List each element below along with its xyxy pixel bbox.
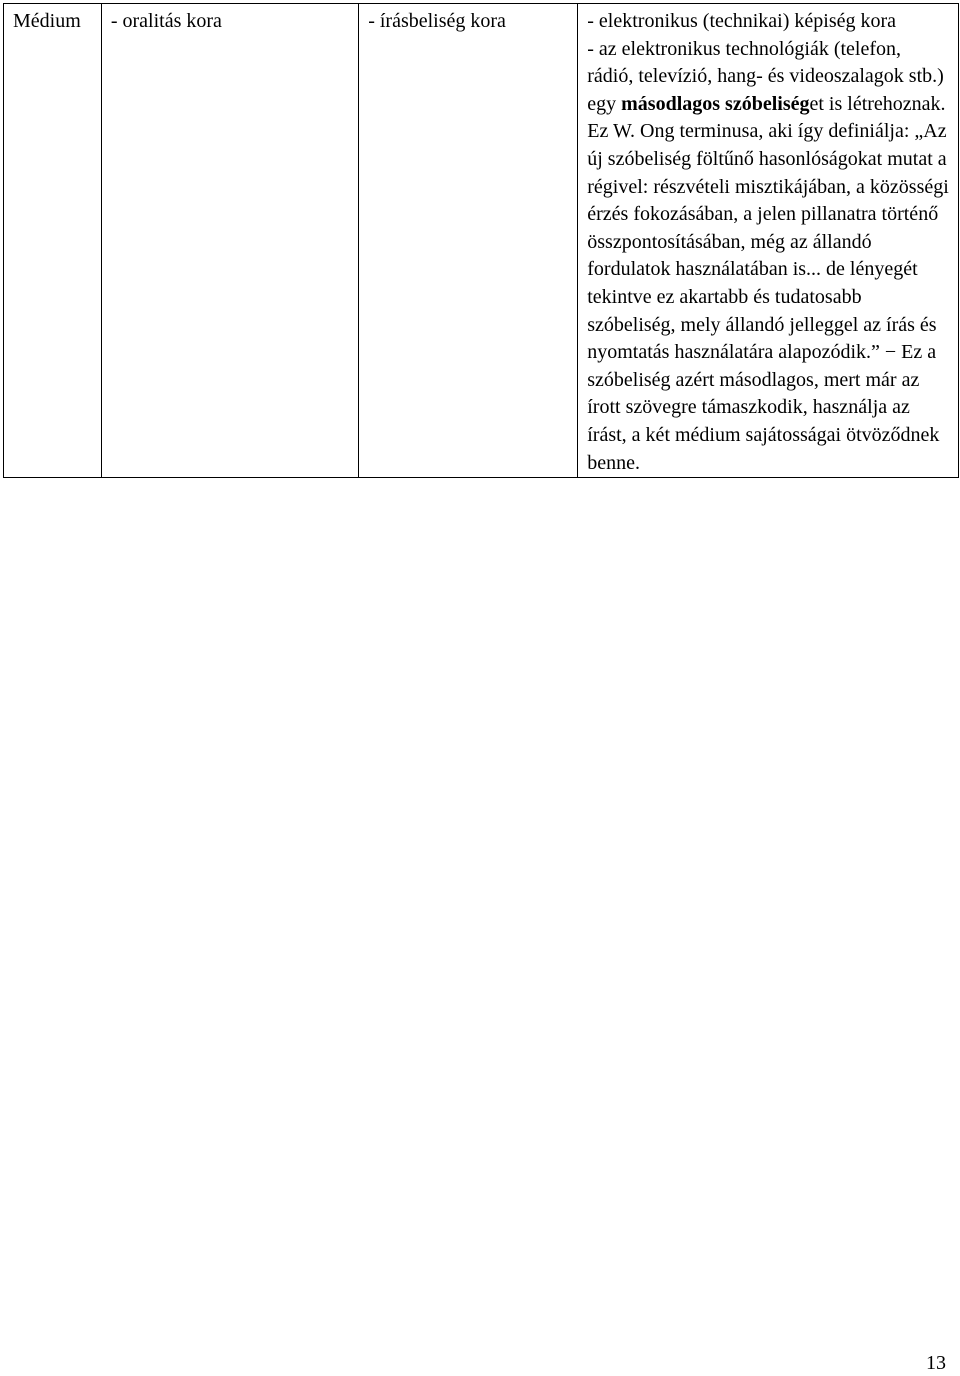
paragraph-post: et is létrehoznak. Ez W. Ong terminusa, aki így definiálja: „Az új szóbeliség föltűnő hasonlóságokat mutat a régivel: részvételi misztikájában, a közösségi érzés fokozásában, a jelen pillanatra történő összpontosításában, még az állandó fordulatok használatában is... de lényegét tekintve ez akartabb és tudatosabb szóbeliség, mely állandó jelleggel az írás és nyomtatás használatára alapozódik.” − Ez a szóbeliség azért másodlagos, mert már az írott szövegre támaszkodik, használja az írást, a két médium sajátosságai ötvöződnek benne.	[587, 92, 949, 474]
orality-text: - oralitás kora	[110, 10, 222, 32]
paragraph-bold-term: másodlagos szóbeliség	[621, 92, 810, 115]
electronic-heading: - elektronikus (technikai) képiség kora	[587, 10, 897, 32]
comparison-table	[3, 3, 959, 478]
electronic-paragraph	[587, 36, 950, 478]
paragraph-pre: - az elektronikus technológiák (telefon, rádió, televízió, hang- és videoszalagok stb.) egy	[587, 37, 944, 115]
orality-cell	[101, 4, 358, 478]
literacy-text: - írásbeliség kora	[368, 10, 506, 32]
row-label-cell	[4, 4, 102, 478]
page-number: 13	[926, 1352, 946, 1374]
electronic-cell	[578, 4, 959, 478]
literacy-cell	[359, 4, 578, 478]
row-label: Médium	[13, 10, 81, 32]
table-row	[4, 4, 959, 478]
